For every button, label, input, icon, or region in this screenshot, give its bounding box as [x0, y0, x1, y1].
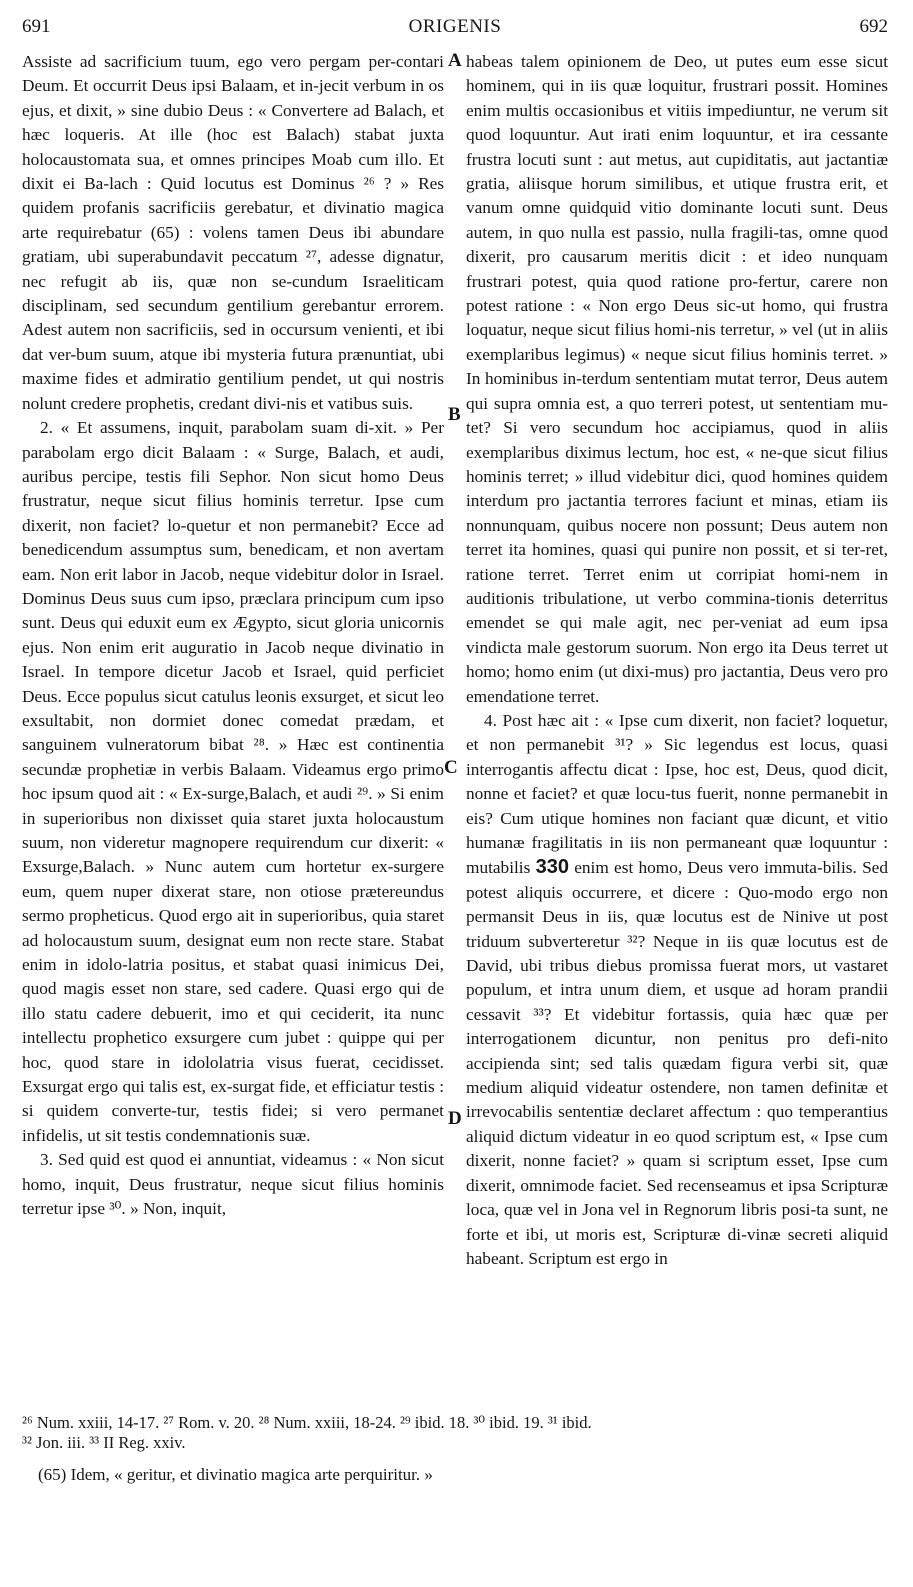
- footnotes: [22, 1413, 888, 1453]
- footnote-line-1: ²⁶ Num. xxiii, 14-17. ²⁷ Rom. v. 20. ²⁸ Num. xxiii, 18-24. ²⁹ ibid. 18. ³⁰ ibid. 19. ³¹ ibid.: [22, 1413, 592, 1432]
- left-paragraph-1: Assiste ad sacrificium tuum, ego vero pergam per-contari Deum. Et occurrit Deus ipsi Balaam, et in-jecit verbum in os ejus, et dixit, » sine dubio Deus : « Convertere ad Balach, et hæc loqueris. At ille (hoc est Balach) stabat juxta holocaustomata sua, et omnes principes Moab cum illo. Et dixit ei Ba-lach : Quid locutus est Dominus ²⁶ ? » Res quidem profanis sacrificiis gerebatur, et divinatio magica arte requirebatur (65) : volens tamen Deus ibi abundare gratiam, ubi superabundavit peccatum ²⁷, adesse dignatur, nec refugit ab iis, quæ non se-cundum Israeliticam disciplinam, sed secundum gentilium gerebantur errorem. Adest autem non sacrificiis, sed in occursum venienti, et ibi dat ver-bum suum, atque ibi mysteria futura prænuntiat, ubi maxime fides et admiratio gentilium pendet, ut qui nostris nolunt credere prophetis, credant divi-nis et vatibus suis.: [22, 52, 444, 413]
- left-column: [22, 50, 444, 1222]
- margin-marker-b: B: [448, 404, 461, 425]
- margin-marker-d: D: [448, 1108, 462, 1129]
- column-number-badge: 330: [535, 856, 569, 879]
- right-paragraph-1: habeas talem opinionem de Deo, ut putes eum esse sicut hominem, qui in iis quæ loquitur, frustrari possit. Homines enim multis occasionibus et vitiis impediuntur, ne verum sit quod loquuntur. Aut irati enim loquuntur, et ira cessante frustra locuti sunt : aut metus, aut cupiditatis, aut jactantiæ gratia, aliisque horum similibus, et utique frustra erit, et vanum omne quidquid vitio dominante locuti sunt. Deus autem, in quo nulla est passio, nulla fragili-tas, omne quod dixerit, pro causarum meritis dicit : et ideo nunquam frustrari potest, quia quod ratione pro-fertur, carere non potest ratione : « Non ergo Deus sic-ut homo, qui frustra loquatur, neque sicut filius homi-nis terretur, » vel (ut in aliis exemplaribus legimus) « neque sicut filius hominis terret. » In hominibus in-terdum sententiam mutat terror, Deus autem qui supra omnia est, a quo terreri potest, ut sententiam mu-tet? Si vero secundum hoc accipiamus, quod in aliis exemplaribus diximus lectum, hoc est, « ne-que sicut filius hominis terret; » illud videbitur dici, quod homines quidem interdum pro jactantia terrores faciunt et minas, etiam iis nonnunquam, quibus nocere non possunt; Deus autem non terret ita homines, quasi qui punire non possit, et si ter-ret, ratione terret. Terret enim ut corripiat homi-nem in auditionis tribulatione, ut verbo commina-tionis deterritus emendet se qui male agit, nec per-veniat ad eum ipsa vindicta male gestorum suorum. Non ergo ita Deus terret ut homo; homo enim (ut dixi-mus) pro jactantia, Deus vero pro emendatione terret.: [466, 52, 888, 706]
- margin-marker-a: A: [448, 50, 462, 71]
- left-page-number: 691: [22, 16, 51, 37]
- endnote-65: (65) Idem, « geritur, et divinatio magica arte perquiritur. »: [38, 1465, 433, 1484]
- left-paragraph-3: 3. Sed quid est quod ei annuntiat, videamus : « Non sicut homo, inquit, Deus frustratur, neque sicut filius hominis terretur ipse ³⁰. » Non, inquit,: [22, 1150, 444, 1219]
- page-header: [22, 16, 888, 42]
- right-page-number: 692: [859, 16, 888, 37]
- running-title: ORIGENIS: [408, 16, 502, 37]
- right-paragraph-2-start: 4. Post hæc ait : « Ipse cum dixerit, non faciet? loquetur, et non permanebit ³¹? » Sic legendus est locus, quasi interrogantis affectu dicat : Ipse, hoc est, Deus, quod dicit, nonne et faciet? et quæ locu-tus fuerit, nonne permanebit in eis? Cum utique homines non faciant quæ dicunt, et vitio humanæ fragilitatis in iis non permaneant quæ loquuntur : mutabilis: [466, 710, 888, 878]
- right-paragraph-2: [466, 709, 888, 1271]
- footnote-line-2: ³² Jon. iii. ³³ II Reg. xxiv.: [22, 1433, 186, 1452]
- right-paragraph-2-end: enim est homo, Deus vero immuta-bilis. Sed potest aliquis occurrere, et dicere : Quo-modo ergo non permansit Deus in iis, quæ locutus est de Ninive ut post triduum subverteretur ³²? Neque in iis quæ locutus est de David, ubi tribus diebus promissa fuerat mors, ut vastaret populum, et intra unum diem, et usque ad horam prandii cessavit ³³? Et videbitur fortassis, quia hæc quæ per interrogationem dicuntur, non penitus pro defi-nito accipienda sint; sed talis quædam figura verbi sit, quæ medium aliquid videatur ostendere, non tamen definitæ et irrevocabilis sententiæ declaret affectum : quo temperantius aliquid dictum videatur in eo quod scriptum est, « Ipse cum dixerit, nonne faciet? » quam si scriptum esset, Ipse cum dixerit, omnimode faciet. Sed recenseamus et ipsa Scripturæ loca, quæ vel in Jona vel in Regnorum libris posi-ta sunt, ne forte et ibi, ut moris est, Scripturæ di-vinæ secreti aliquid habeant. Scriptum est ergo in: [466, 858, 888, 1268]
- left-paragraph-2: 2. « Et assumens, inquit, parabolam suam di-xit. » Per parabolam ergo dicit Balaam : « Surge, Balach, et audi, auribus percipe, testis fili Sephor. Non sicut homo Deus frustratur, neque sicut filius hominis terretur. Ipse cum dixerit, non faciet? lo-quetur et non permanebit? Ecce ad benedicendum assumptus sum, benedicam, et non avertam eam. Non erit labor in Jacob, neque videbitur dolor in Israel. Dominus Deus suus cum ipso, præclara principum cum ipso sunt. Deus qui eduxit eum ex Ægypto, sicut gloria unicornis ejus. Non enim erit auguratio in Jacob neque divinatio in Israel. In tempore dicetur Jacob et Israel, quid perficiet Deus. Ecce populus sicut catulus leonis exsurget, et sicut leo exsultabit, non dormiet donec comedat prædam, et sanguinem vulneratorum bibat ²⁸. » Hæc est continentia secundæ prophetiæ in verbis Balaam. Videamus ergo primo hoc ipsum quod ait : « Ex-surge,Balach, et audi ²⁹. » Si enim in superioribus non dixisset quia staret juxta holocaustum suum, non videretur magnopere requirendum cur dixerit: « Exsurge,Balach. » Nunc autem cum hortetur ex-surgere eum, quem nuper dixerat stare, non otiose prætereundus sermo propheticus. Quod ergo ait in superioribus, quia staret ad holocaustum suum, designat eum non recte stare. Stabat enim in idolo-latria positus, et stabat quasi inimicus Dei, quod magis esset non stare, sed cadere. Quasi ergo qui de illo statu cadere debuerit, imo et qui ceciderit, ita nunc intellectu prophetico exsurgere cum jubet : quippe qui per hoc, quod stare in idololatria visus fuerat, cecidisset. Exsurgat ergo qui talis est, ex-surgat fide, et efficiatur testis : si quidem converte-tur, testis fidei; si vero permanet infidelis, ut sit testis condemnationis suæ.: [22, 418, 444, 1145]
- margin-marker-c: C: [444, 757, 458, 778]
- right-column: [466, 50, 888, 1271]
